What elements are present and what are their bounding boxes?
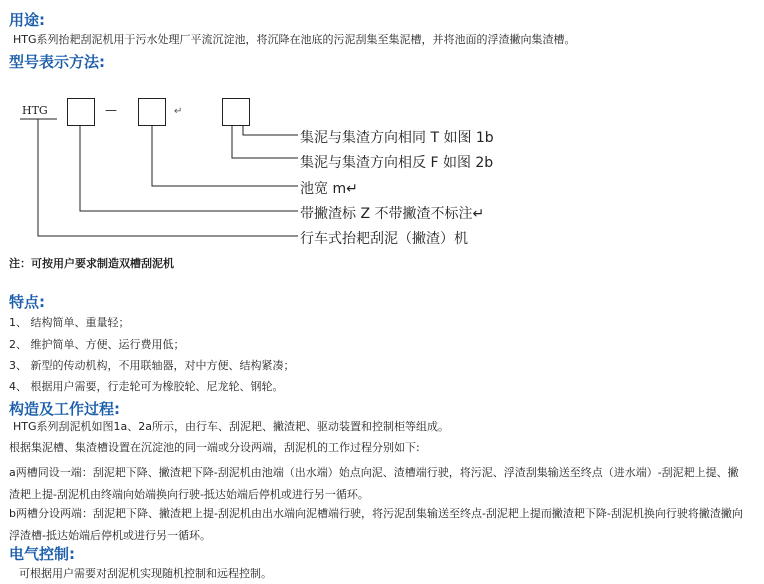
- feature-item-2: 2、 维护简单、方便、运行费用低；: [9, 338, 185, 351]
- features-heading: 特点:: [9, 293, 45, 311]
- model-prefix: HTG: [22, 104, 48, 117]
- return-mark-icon: ↵: [174, 106, 183, 117]
- usage-heading: 用途:: [9, 11, 45, 29]
- structure-paragraph-2: 根据集泥槽、集渣槽设置在沉淀池的同一端或分设两端，刮泥机的工作过程分别如下:: [9, 441, 420, 454]
- electric-heading: 电气控制:: [9, 545, 75, 563]
- model-legend-4: 带撇渣标 Z 不带撇渣不标注↵: [300, 206, 485, 222]
- model-heading: 型号表示方法:: [9, 53, 105, 71]
- structure-paragraph-4: b两槽分设两端：刮泥耙下降、撇渣耙上提-刮泥机由出水端向泥槽端行驶，将污泥刮集输送至终点-刮泥耙上提而撇渣耙下降-刮泥机换向行驶将撇渣撇向浮渣槽-抵达始端后停机或进行另一循环。: [9, 507, 743, 542]
- model-note: 注：可按用户要求制造双槽刮泥机: [9, 257, 174, 270]
- usage-text: HTG系列抬耙刮泥机用于污水处理厂平流沉淀池，将沉降在池底的污泥刮集至集泥槽，并将池面的浮渣撇向集渣槽。: [13, 33, 576, 46]
- model-legend-1: 集泥与集渣方向相同 T 如图 1b: [300, 130, 494, 146]
- feature-item-1: 1、 结构简单、重量轻；: [9, 316, 130, 329]
- structure-heading: 构造及工作过程:: [9, 400, 120, 418]
- feature-item-3: 3、 新型的传动机构，不用联轴器，对中方便、结构紧凑；: [9, 359, 295, 372]
- model-dash: —: [105, 103, 117, 117]
- structure-paragraph-1: HTG系列刮泥机如图1a、2a所示，由行车、刮泥耙、撇渣耙、驱动装置和控制柜等组成。: [13, 420, 449, 433]
- structure-paragraph-3: a两槽同设一端：刮泥耙下降、撇渣耙下降-刮泥机由池端（出水端）始点向泥、渣槽端行驶，将污泥、浮渣刮集输送至终点（进水端）-刮泥耙上提、撇渣耙上提-刮泥机由终端向始端换向行驶-抵达始端后停机或进行另一循环。: [9, 466, 739, 501]
- electric-text: 可根据用户需要对刮泥机实现随机控制和远程控制。: [19, 567, 272, 580]
- model-legend-5: 行车式抬耙刮泥（撇渣）机: [300, 231, 468, 247]
- model-legend-2: 集泥与集渣方向相反 F 如图 2b: [300, 155, 494, 171]
- feature-item-4: 4、 根据用户需要，行走轮可为橡胶轮、尼龙轮、钢轮。: [9, 380, 284, 393]
- model-legend-3: 池宽 m↵: [300, 181, 358, 197]
